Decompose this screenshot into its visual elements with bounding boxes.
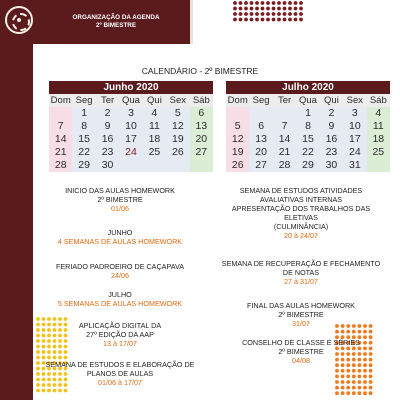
calendar-day: 5 bbox=[166, 107, 189, 120]
calendar-day: 11 bbox=[143, 120, 166, 133]
school-logo-icon bbox=[5, 6, 33, 34]
dot-icon bbox=[64, 389, 68, 393]
calendar-day: 23 bbox=[96, 146, 119, 159]
event-text: PLANOS DE AULAS bbox=[86, 369, 154, 378]
calendar-day: 13 bbox=[249, 133, 272, 146]
header-line-2: 2º BIMESTRE bbox=[95, 22, 137, 29]
dot-icon bbox=[341, 369, 345, 373]
calendar-day: 31 bbox=[343, 159, 366, 172]
calendar-day: 20 bbox=[249, 146, 272, 159]
dot-icon bbox=[346, 369, 350, 373]
dot-icon bbox=[47, 350, 51, 354]
dot-icon bbox=[294, 1, 298, 5]
dot-icon bbox=[346, 330, 350, 334]
dot-icon bbox=[53, 356, 57, 360]
weekday-label: Ter bbox=[273, 94, 296, 107]
calendar-day: 27 bbox=[249, 159, 272, 172]
calendar-day: 4 bbox=[367, 107, 390, 120]
dot-icon bbox=[369, 369, 373, 373]
weekday-label: Qui bbox=[320, 94, 343, 107]
event-date: 24/06 bbox=[111, 271, 129, 280]
dot-icon bbox=[341, 375, 345, 379]
dot-icon bbox=[341, 380, 345, 384]
dot-icon bbox=[299, 12, 303, 16]
dot-icon bbox=[363, 330, 367, 334]
dot-icon bbox=[250, 7, 254, 11]
dot-icon bbox=[369, 386, 373, 390]
dot-icon bbox=[363, 391, 367, 395]
dot-icon bbox=[272, 7, 276, 11]
dot-icon bbox=[288, 1, 292, 5]
dot-icon bbox=[277, 12, 281, 16]
calendar-day: 10 bbox=[119, 120, 142, 133]
dot-icon bbox=[58, 389, 62, 393]
calendar-day: 26 bbox=[166, 146, 189, 159]
dot-icon bbox=[352, 375, 356, 379]
dot-icon bbox=[346, 375, 350, 379]
dot-icon bbox=[233, 12, 237, 16]
calendar-day: 7 bbox=[49, 120, 72, 133]
calendar-grid bbox=[226, 94, 390, 172]
dot-icon bbox=[58, 356, 62, 360]
dot-icon bbox=[239, 18, 243, 22]
dot-icon bbox=[36, 356, 40, 360]
event-date: 4 SEMANAS DE AULAS HOMEWORK bbox=[57, 237, 183, 246]
dot-icon bbox=[239, 7, 243, 11]
calendar-empty-cell bbox=[119, 159, 142, 172]
dot-icon bbox=[233, 1, 237, 5]
dot-icon bbox=[239, 12, 243, 16]
dot-icon bbox=[358, 391, 362, 395]
weekday-label: Seg bbox=[249, 94, 272, 107]
dot-icon bbox=[346, 386, 350, 390]
event-semana-estudos bbox=[40, 360, 200, 387]
calendar-day: 17 bbox=[343, 133, 366, 146]
weekday-label: Sex bbox=[166, 94, 189, 107]
dot-icon bbox=[358, 375, 362, 379]
calendar-empty-cell bbox=[249, 107, 272, 120]
calendar-day: 25 bbox=[143, 146, 166, 159]
event-text: APLICAÇÃO DIGITAL DA bbox=[78, 321, 162, 330]
weekday-label: Sex bbox=[343, 94, 366, 107]
event-text: 2º BIMESTRE bbox=[97, 195, 143, 204]
weekday-label: Qui bbox=[143, 94, 166, 107]
calendar-day: 15 bbox=[296, 133, 319, 146]
calendar-day: 20 bbox=[190, 133, 213, 146]
calendar-day: 6 bbox=[190, 107, 213, 120]
dot-icon bbox=[369, 330, 373, 334]
calendar-day: 14 bbox=[49, 133, 72, 146]
calendar-day: 1 bbox=[72, 107, 95, 120]
header-line-1: ORGANIZAÇÃO DA AGENDA bbox=[72, 14, 160, 21]
dot-icon bbox=[239, 1, 243, 5]
event-text: AVALIATIVAS INTERNAS bbox=[259, 195, 343, 204]
weekday-label: Qua bbox=[119, 94, 142, 107]
dot-icon bbox=[250, 12, 254, 16]
dot-icon bbox=[53, 350, 57, 354]
dot-icon bbox=[335, 391, 339, 395]
event-recuperacao bbox=[215, 259, 387, 286]
dot-icon bbox=[335, 386, 339, 390]
calendar-day: 24 bbox=[119, 146, 142, 159]
dot-icon bbox=[288, 18, 292, 22]
calendar-day: 11 bbox=[367, 120, 390, 133]
event-text: APRESENTAÇÃO DOS TRABALHOS DAS bbox=[231, 204, 371, 213]
dot-icon bbox=[352, 391, 356, 395]
dot-icon bbox=[42, 350, 46, 354]
event-text: (CULMINÂNCIA) bbox=[273, 222, 329, 231]
dot-icon bbox=[346, 391, 350, 395]
event-date: 5 SEMANAS DE AULAS HOMEWORK bbox=[57, 299, 183, 308]
dot-icon bbox=[352, 386, 356, 390]
calendar-day: 9 bbox=[320, 120, 343, 133]
dot-icon bbox=[277, 18, 281, 22]
page-title: CALENDÁRIO - 2º BIMESTRE bbox=[141, 66, 259, 76]
event-junho bbox=[40, 228, 200, 246]
dot-icon bbox=[363, 375, 367, 379]
dot-icon bbox=[47, 389, 51, 393]
event-feriado bbox=[40, 262, 200, 280]
top-dot-pattern-icon bbox=[232, 0, 304, 26]
calendar-day: 21 bbox=[49, 146, 72, 159]
event-final-aulas bbox=[215, 301, 387, 328]
dot-icon bbox=[358, 369, 362, 373]
left-brand-band bbox=[0, 0, 33, 400]
dot-icon bbox=[47, 356, 51, 360]
calendar-day: 29 bbox=[296, 159, 319, 172]
dot-icon bbox=[36, 350, 40, 354]
dot-icon bbox=[266, 7, 270, 11]
dot-icon bbox=[352, 330, 356, 334]
dot-icon bbox=[358, 386, 362, 390]
dot-icon bbox=[277, 7, 281, 11]
event-text: JULHO bbox=[108, 290, 132, 299]
weekday-label: Dom bbox=[50, 95, 71, 106]
event-text: 27º EDIÇÃO DA AAP bbox=[86, 330, 154, 339]
dot-icon bbox=[283, 18, 287, 22]
header-band bbox=[0, 0, 190, 44]
event-text: 2º BIMESTRE bbox=[278, 310, 324, 319]
dot-icon bbox=[64, 356, 68, 360]
dot-icon bbox=[266, 18, 270, 22]
dot-icon bbox=[363, 380, 367, 384]
calendar-day: 27 bbox=[190, 146, 213, 159]
dot-icon bbox=[283, 12, 287, 16]
calendar-day: 19 bbox=[166, 133, 189, 146]
calendar-day: 21 bbox=[273, 146, 296, 159]
dot-icon bbox=[64, 350, 68, 354]
event-date: 13 à 17/07 bbox=[103, 339, 137, 348]
calendar-day: 3 bbox=[343, 107, 366, 120]
dot-icon bbox=[335, 369, 339, 373]
dot-icon bbox=[288, 12, 292, 16]
calendar-day: 6 bbox=[249, 120, 272, 133]
dot-icon bbox=[369, 391, 373, 395]
calendar-day: 28 bbox=[273, 159, 296, 172]
dot-icon bbox=[261, 1, 265, 5]
dot-icon bbox=[272, 1, 276, 5]
event-text: SEMANA DE RECUPERAÇÃO E FECHAMENTO bbox=[221, 259, 381, 268]
event-text: FINAL DAS AULAS HOMEWORK bbox=[247, 301, 355, 310]
dot-icon bbox=[261, 7, 265, 11]
event-text: SEMANA DE ESTUDOS E ELABORAÇÃO DE bbox=[45, 360, 195, 369]
event-date: 01/06 à 17/07 bbox=[98, 378, 142, 387]
calendar-day: 30 bbox=[320, 159, 343, 172]
calendar-day: 12 bbox=[226, 133, 249, 146]
dot-icon bbox=[352, 380, 356, 384]
calendar-day: 26 bbox=[226, 159, 249, 172]
calendar-day: 25 bbox=[367, 146, 390, 159]
calendar-june bbox=[49, 81, 213, 172]
dot-icon bbox=[250, 1, 254, 5]
event-date: 01/06 bbox=[111, 204, 129, 213]
calendar-empty-cell bbox=[143, 159, 166, 172]
event-text: 2º BIMESTRE bbox=[278, 347, 324, 356]
event-text: ELETIVAS bbox=[284, 213, 318, 222]
calendar-day: 18 bbox=[143, 133, 166, 146]
dot-icon bbox=[335, 380, 339, 384]
dot-icon bbox=[341, 330, 345, 334]
dot-icon bbox=[363, 369, 367, 373]
calendar-empty-cell bbox=[166, 159, 189, 172]
calendar-july bbox=[226, 81, 390, 172]
dot-icon bbox=[352, 369, 356, 373]
calendar-day: 18 bbox=[367, 133, 390, 146]
calendar-day: 23 bbox=[320, 146, 343, 159]
calendar-grid bbox=[49, 94, 213, 172]
calendar-day: 24 bbox=[343, 146, 366, 159]
calendar-day: 8 bbox=[296, 120, 319, 133]
dot-icon bbox=[244, 18, 248, 22]
event-text: JUNHO bbox=[107, 228, 133, 237]
weekday-label: Seg bbox=[72, 94, 95, 107]
dot-icon bbox=[346, 380, 350, 384]
event-atividades-avaliativas bbox=[215, 186, 387, 240]
calendar-day: 9 bbox=[96, 120, 119, 133]
dot-icon bbox=[294, 7, 298, 11]
dot-icon bbox=[283, 7, 287, 11]
dot-icon bbox=[244, 7, 248, 11]
calendar-day: 8 bbox=[72, 120, 95, 133]
event-date: 27 à 31/07 bbox=[284, 277, 318, 286]
calendar-day: 17 bbox=[119, 133, 142, 146]
dot-icon bbox=[261, 18, 265, 22]
calendar-day: 15 bbox=[72, 133, 95, 146]
calendar-day: 29 bbox=[72, 159, 95, 172]
calendar-day: 22 bbox=[296, 146, 319, 159]
calendar-empty-cell bbox=[226, 107, 249, 120]
event-date: 04/08 bbox=[292, 356, 310, 365]
dot-icon bbox=[358, 380, 362, 384]
event-text: FERIADO PADROEIRO DE CAÇAPAVA bbox=[55, 262, 185, 271]
event-inicio-aulas bbox=[40, 186, 200, 213]
dot-icon bbox=[244, 1, 248, 5]
calendar-empty-cell bbox=[190, 159, 213, 172]
dot-icon bbox=[266, 1, 270, 5]
dot-icon bbox=[255, 12, 259, 16]
event-text: DE NOTAS bbox=[282, 268, 320, 277]
dot-icon bbox=[42, 356, 46, 360]
weekday-label: Sáb bbox=[190, 94, 213, 107]
dot-icon bbox=[369, 375, 373, 379]
dot-icon bbox=[358, 330, 362, 334]
dot-icon bbox=[58, 350, 62, 354]
event-text: SEMANA DE ESTUDOS ATIVIDADES bbox=[239, 186, 363, 195]
dot-icon bbox=[341, 391, 345, 395]
dot-icon bbox=[255, 7, 259, 11]
dot-icon bbox=[53, 389, 57, 393]
calendar-day: 1 bbox=[296, 107, 319, 120]
dot-icon bbox=[266, 12, 270, 16]
event-julho bbox=[40, 290, 200, 308]
calendar-day: 10 bbox=[343, 120, 366, 133]
header-title bbox=[36, 14, 196, 30]
calendar-empty-cell bbox=[273, 107, 296, 120]
calendar-day: 7 bbox=[273, 120, 296, 133]
dot-icon bbox=[233, 7, 237, 11]
event-conselho-classe bbox=[215, 338, 387, 365]
month-header: Junho 2020 bbox=[49, 81, 213, 94]
dot-icon bbox=[36, 389, 40, 393]
dot-icon bbox=[42, 389, 46, 393]
dot-icon bbox=[294, 12, 298, 16]
dot-icon bbox=[272, 18, 276, 22]
event-aap bbox=[40, 321, 200, 348]
dot-icon bbox=[283, 1, 287, 5]
calendar-day: 2 bbox=[320, 107, 343, 120]
dot-icon bbox=[341, 386, 345, 390]
calendar-day: 3 bbox=[119, 107, 142, 120]
weekday-label: Dom bbox=[227, 95, 248, 106]
dot-icon bbox=[299, 18, 303, 22]
dot-icon bbox=[299, 1, 303, 5]
dot-icon bbox=[335, 330, 339, 334]
dot-icon bbox=[363, 386, 367, 390]
dot-icon bbox=[255, 1, 259, 5]
calendar-day: 16 bbox=[96, 133, 119, 146]
weekday-label: Qua bbox=[296, 94, 319, 107]
dot-icon bbox=[299, 7, 303, 11]
dot-icon bbox=[335, 375, 339, 379]
event-date: 31/07 bbox=[292, 319, 310, 328]
event-text: INICIO DAS AULAS HOMEWORK bbox=[65, 186, 175, 195]
calendar-day: 30 bbox=[96, 159, 119, 172]
dot-icon bbox=[288, 7, 292, 11]
calendar-day: 4 bbox=[143, 107, 166, 120]
dot-icon bbox=[255, 18, 259, 22]
calendar-day: 12 bbox=[166, 120, 189, 133]
dot-icon bbox=[294, 18, 298, 22]
dot-icon bbox=[261, 12, 265, 16]
dot-icon bbox=[272, 12, 276, 16]
dot-icon bbox=[244, 12, 248, 16]
calendar-empty-cell bbox=[367, 159, 390, 172]
calendar-day: 2 bbox=[96, 107, 119, 120]
calendar-day: 28 bbox=[49, 159, 72, 172]
calendar-day: 16 bbox=[320, 133, 343, 146]
dot-icon bbox=[250, 18, 254, 22]
dot-icon bbox=[233, 18, 237, 22]
month-header: Julho 2020 bbox=[226, 81, 390, 94]
dot-icon bbox=[369, 380, 373, 384]
calendar-day: 22 bbox=[72, 146, 95, 159]
calendar-empty-cell bbox=[49, 107, 72, 120]
calendar-day: 19 bbox=[226, 146, 249, 159]
dot-icon bbox=[277, 1, 281, 5]
event-text: CONSELHO DE CLASSE E SÉRIES bbox=[242, 338, 360, 347]
weekday-label: Sáb bbox=[367, 94, 390, 107]
calendar-day: 13 bbox=[190, 120, 213, 133]
weekday-label: Ter bbox=[96, 94, 119, 107]
calendar-day: 5 bbox=[226, 120, 249, 133]
event-date: 20 à 24/07 bbox=[284, 231, 318, 240]
calendar-day: 14 bbox=[273, 133, 296, 146]
